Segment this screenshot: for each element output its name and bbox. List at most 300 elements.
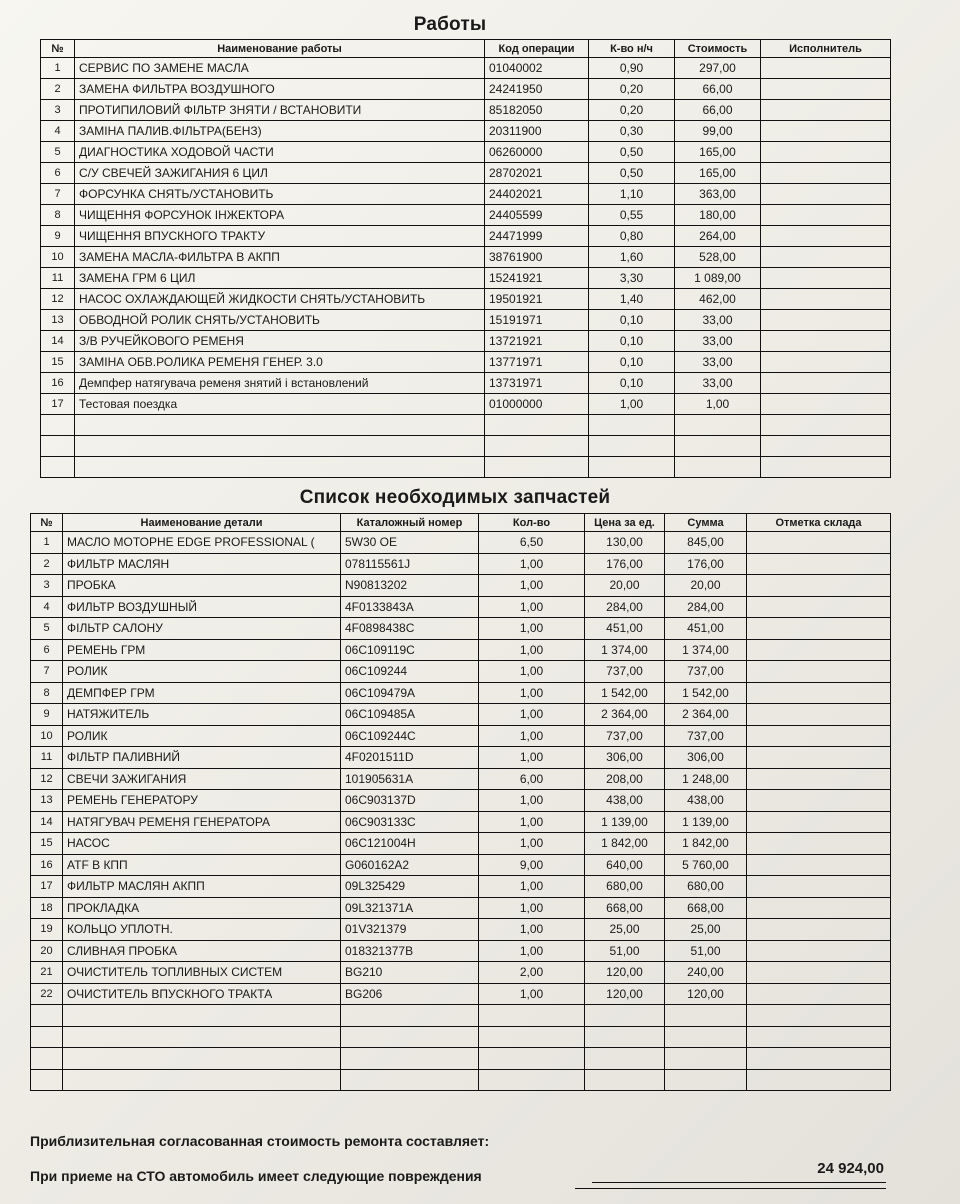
works-cell: [761, 58, 891, 79]
parts-cell: ПРОБКА: [63, 575, 341, 597]
works-row: [41, 310, 891, 331]
parts-row: [31, 962, 891, 984]
parts-cell: РЕМЕНЬ ГЕНЕРАТОРУ: [63, 790, 341, 812]
parts-cell: 1,00: [479, 639, 585, 661]
parts-row: [31, 618, 891, 640]
parts-cell: [585, 1048, 665, 1070]
works-cell: 01040002: [485, 58, 589, 79]
parts-cell: 4: [31, 596, 63, 618]
works-cell: 1,10: [589, 184, 675, 205]
works-cell: [761, 289, 891, 310]
parts-cell: 1,00: [479, 897, 585, 919]
parts-cell: [747, 940, 891, 962]
parts-cell: ОЧИСТИТЕЛЬ ТОПЛИВНЫХ СИСТЕМ: [63, 962, 341, 984]
works-cell: 16: [41, 373, 75, 394]
parts-header-row: [31, 514, 891, 532]
works-cell: 528,00: [675, 247, 761, 268]
parts-cell: 8: [31, 682, 63, 704]
works-row: [41, 457, 891, 478]
parts-cell: 1 542,00: [585, 682, 665, 704]
works-cell: [761, 79, 891, 100]
parts-cell: РОЛИК: [63, 725, 341, 747]
works-cell: 66,00: [675, 100, 761, 121]
works-cell: 10: [41, 247, 75, 268]
works-cell: 1: [41, 58, 75, 79]
parts-cell: 51,00: [665, 940, 747, 962]
works-cell: 0,10: [589, 331, 675, 352]
parts-cell: 176,00: [665, 553, 747, 575]
works-row: [41, 247, 891, 268]
works-cell: 0,20: [589, 79, 675, 100]
parts-cell: 10: [31, 725, 63, 747]
parts-cell: СЛИВНАЯ ПРОБКА: [63, 940, 341, 962]
works-cell: 8: [41, 205, 75, 226]
parts-cell: [63, 1048, 341, 1070]
parts-cell: [479, 1048, 585, 1070]
parts-cell: [31, 1048, 63, 1070]
parts-cell: G060162A2: [341, 854, 479, 876]
works-col-name: Наименование работы: [75, 40, 485, 58]
damage-label: При приеме на СТО автомобиль имеет следующие повреждения: [30, 1168, 482, 1184]
works-cell: 1,00: [675, 394, 761, 415]
works-cell: [589, 415, 675, 436]
works-cell: [761, 163, 891, 184]
parts-cell: 7: [31, 661, 63, 683]
parts-cell: 1,00: [479, 596, 585, 618]
parts-cell: 16: [31, 854, 63, 876]
parts-cell: BG206: [341, 983, 479, 1005]
parts-cell: [747, 682, 891, 704]
works-cell: [761, 226, 891, 247]
parts-cell: [63, 1026, 341, 1048]
parts-cell: [479, 1026, 585, 1048]
parts-cell: 13: [31, 790, 63, 812]
works-cell: 13771971: [485, 352, 589, 373]
parts-cell: 680,00: [585, 876, 665, 898]
works-cell: 9: [41, 226, 75, 247]
parts-cell: 1,00: [479, 725, 585, 747]
works-cell: 33,00: [675, 331, 761, 352]
works-cell: 3: [41, 100, 75, 121]
parts-cell: 06C903133C: [341, 811, 479, 833]
parts-cell: 2: [31, 553, 63, 575]
parts-cell: [341, 1069, 479, 1091]
works-cell: [761, 268, 891, 289]
works-cell: 38761900: [485, 247, 589, 268]
works-cell: [761, 394, 891, 415]
works-cell: 6: [41, 163, 75, 184]
works-cell: [675, 415, 761, 436]
parts-cell: 1 374,00: [665, 639, 747, 661]
works-cell: [761, 100, 891, 121]
works-cell: ДИАГНОСТИКА ХОДОВОЙ ЧАСТИ: [75, 142, 485, 163]
parts-cell: 737,00: [665, 661, 747, 683]
parts-cell: 1,00: [479, 833, 585, 855]
parts-cell: [341, 1005, 479, 1027]
works-cell: ЗАМІНА ПАЛИВ.ФІЛЬТРА(БЕНЗ): [75, 121, 485, 142]
works-cell: 3,30: [589, 268, 675, 289]
parts-col-catalog: Каталожный номер: [341, 514, 479, 532]
parts-cell: [747, 983, 891, 1005]
parts-row: [31, 553, 891, 575]
works-row: [41, 142, 891, 163]
parts-cell: 6,00: [479, 768, 585, 790]
parts-cell: [585, 1005, 665, 1027]
parts-cell: [341, 1026, 479, 1048]
damage-rule: [575, 1188, 886, 1189]
works-cell: 20311900: [485, 121, 589, 142]
parts-cell: 09L321371A: [341, 897, 479, 919]
works-cell: [485, 457, 589, 478]
parts-row: [31, 532, 891, 554]
parts-row: [31, 983, 891, 1005]
parts-row: [31, 940, 891, 962]
works-cell: [761, 457, 891, 478]
parts-cell: 5: [31, 618, 63, 640]
works-cell: 0,30: [589, 121, 675, 142]
parts-cell: 1,00: [479, 983, 585, 1005]
parts-col-qty: Кол-во: [479, 514, 585, 532]
works-cell: 0,80: [589, 226, 675, 247]
works-cell: 19501921: [485, 289, 589, 310]
parts-cell: [747, 532, 891, 554]
parts-cell: 06C109119C: [341, 639, 479, 661]
parts-cell: 06C109244C: [341, 725, 479, 747]
parts-table-body: [31, 532, 891, 1091]
works-row: [41, 121, 891, 142]
works-cell: 33,00: [675, 373, 761, 394]
parts-cell: 668,00: [665, 897, 747, 919]
parts-cell: 1 139,00: [585, 811, 665, 833]
parts-cell: 4F0133843A: [341, 596, 479, 618]
parts-cell: [31, 1069, 63, 1091]
works-cell: 12: [41, 289, 75, 310]
parts-row: [31, 811, 891, 833]
parts-section-title: Список необходимых запчастей: [299, 487, 611, 508]
parts-row: [31, 919, 891, 941]
parts-cell: 680,00: [665, 876, 747, 898]
parts-cell: [747, 1005, 891, 1027]
works-cell: ЧИЩЕННЯ ВПУСКНОГО ТРАКТУ: [75, 226, 485, 247]
parts-row: [31, 575, 891, 597]
parts-cell: 2 364,00: [665, 704, 747, 726]
works-cell: [761, 184, 891, 205]
parts-cell: 4F0201511D: [341, 747, 479, 769]
works-section-title: Работы: [413, 14, 487, 35]
parts-cell: 640,00: [585, 854, 665, 876]
parts-cell: [747, 833, 891, 855]
parts-cell: 4F0898438C: [341, 618, 479, 640]
parts-cell: 25,00: [585, 919, 665, 941]
works-cell: ОБВОДНОЙ РОЛИК СНЯТЬ/УСТАНОВИТЬ: [75, 310, 485, 331]
parts-cell: 2 364,00: [585, 704, 665, 726]
estimated-cost-rule: [592, 1182, 886, 1183]
parts-cell: 451,00: [665, 618, 747, 640]
parts-cell: 1,00: [479, 919, 585, 941]
parts-cell: 2,00: [479, 962, 585, 984]
parts-cell: 306,00: [665, 747, 747, 769]
works-row: [41, 79, 891, 100]
parts-cell: 018321377B: [341, 940, 479, 962]
works-cell: 0,10: [589, 352, 675, 373]
parts-cell: [747, 962, 891, 984]
works-row: [41, 289, 891, 310]
parts-cell: 1 842,00: [665, 833, 747, 855]
works-row: [41, 436, 891, 457]
parts-cell: 20,00: [585, 575, 665, 597]
works-cell: [41, 436, 75, 457]
works-cell: [761, 247, 891, 268]
parts-cell: 1,00: [479, 940, 585, 962]
parts-cell: ATF В КПП: [63, 854, 341, 876]
works-cell: [761, 415, 891, 436]
works-row: [41, 331, 891, 352]
works-cell: 5: [41, 142, 75, 163]
works-cell: 2: [41, 79, 75, 100]
parts-cell: 1 139,00: [665, 811, 747, 833]
estimated-cost-value: 24 924,00: [817, 1160, 884, 1177]
works-col-cost: Стоимость: [675, 40, 761, 58]
parts-cell: 1,00: [479, 811, 585, 833]
works-cell: ЗАМЕНА ГРМ 6 ЦИЛ: [75, 268, 485, 289]
parts-cell: [747, 854, 891, 876]
works-cell: 165,00: [675, 142, 761, 163]
parts-cell: 737,00: [665, 725, 747, 747]
works-cell: 15: [41, 352, 75, 373]
parts-cell: 668,00: [585, 897, 665, 919]
parts-cell: [665, 1048, 747, 1070]
works-cell: 15241921: [485, 268, 589, 289]
parts-cell: 284,00: [585, 596, 665, 618]
parts-row: [31, 854, 891, 876]
works-col-number: №: [41, 40, 75, 58]
estimated-cost-label: Приблизительная согласованная стоимость ремонта составляет:: [30, 1133, 490, 1149]
works-cell: [675, 436, 761, 457]
parts-cell: КОЛЬЦО УПЛОТН.: [63, 919, 341, 941]
parts-cell: 1,00: [479, 876, 585, 898]
parts-row: [31, 596, 891, 618]
parts-cell: 17: [31, 876, 63, 898]
parts-cell: ФИЛЬТР МАСЛЯН: [63, 553, 341, 575]
parts-cell: [585, 1026, 665, 1048]
works-cell: [761, 142, 891, 163]
works-cell: ЗАМЕНА МАСЛА-ФИЛЬТРА В АКПП: [75, 247, 485, 268]
works-table: [40, 39, 891, 478]
works-cell: 17: [41, 394, 75, 415]
works-cell: [41, 457, 75, 478]
parts-cell: 451,00: [585, 618, 665, 640]
works-cell: 06260000: [485, 142, 589, 163]
works-cell: [589, 457, 675, 478]
works-cell: [761, 205, 891, 226]
works-cell: 13: [41, 310, 75, 331]
parts-cell: 1 374,00: [585, 639, 665, 661]
works-cell: 462,00: [675, 289, 761, 310]
parts-cell: ФИЛЬТР ВОЗДУШНЫЙ: [63, 596, 341, 618]
works-cell: 24402021: [485, 184, 589, 205]
parts-table: [30, 513, 891, 1091]
parts-row: [31, 790, 891, 812]
parts-cell: [665, 1026, 747, 1048]
parts-cell: [747, 639, 891, 661]
parts-cell: 078115561J: [341, 553, 479, 575]
works-cell: 24241950: [485, 79, 589, 100]
works-cell: 0,10: [589, 310, 675, 331]
works-cell: [75, 436, 485, 457]
works-cell: 1 089,00: [675, 268, 761, 289]
parts-cell: 1,00: [479, 553, 585, 575]
parts-cell: [747, 596, 891, 618]
parts-cell: [63, 1005, 341, 1027]
parts-cell: 306,00: [585, 747, 665, 769]
works-cell: 180,00: [675, 205, 761, 226]
parts-cell: 01V321379: [341, 919, 479, 941]
parts-cell: [747, 876, 891, 898]
parts-cell: [31, 1005, 63, 1027]
parts-cell: ФІЛЬТР ПАЛИВНИЙ: [63, 747, 341, 769]
parts-cell: 737,00: [585, 661, 665, 683]
parts-cell: 845,00: [665, 532, 747, 554]
works-cell: 0,90: [589, 58, 675, 79]
works-cell: [485, 436, 589, 457]
parts-cell: 06C109244: [341, 661, 479, 683]
works-cell: [761, 310, 891, 331]
parts-cell: 5 760,00: [665, 854, 747, 876]
parts-cell: 284,00: [665, 596, 747, 618]
parts-row: [31, 1048, 891, 1070]
parts-cell: 15: [31, 833, 63, 855]
parts-cell: [585, 1069, 665, 1091]
parts-cell: ДЕМПФЕР ГРМ: [63, 682, 341, 704]
parts-cell: СВЕЧИ ЗАЖИГАНИЯ: [63, 768, 341, 790]
parts-cell: 06C109485A: [341, 704, 479, 726]
works-row: [41, 415, 891, 436]
works-cell: [589, 436, 675, 457]
works-row: [41, 268, 891, 289]
works-cell: 7: [41, 184, 75, 205]
works-cell: 297,00: [675, 58, 761, 79]
parts-cell: ПРОКЛАДКА: [63, 897, 341, 919]
works-row: [41, 58, 891, 79]
works-cell: [75, 415, 485, 436]
parts-cell: 1 248,00: [665, 768, 747, 790]
works-cell: 28702021: [485, 163, 589, 184]
works-cell: ПРОТИПИЛОВИЙ ФІЛЬТР ЗНЯТИ / ВСТАНОВИТИ: [75, 100, 485, 121]
works-cell: 15191971: [485, 310, 589, 331]
parts-cell: 25,00: [665, 919, 747, 941]
parts-row: [31, 833, 891, 855]
parts-cell: МАСЛО МОТОРНЕ EDGE PROFESSIONAL (: [63, 532, 341, 554]
works-col-hours: К-во н/ч: [589, 40, 675, 58]
works-cell: СЕРВИС ПО ЗАМЕНЕ МАСЛА: [75, 58, 485, 79]
parts-cell: 438,00: [665, 790, 747, 812]
works-cell: 01000000: [485, 394, 589, 415]
works-cell: 1,40: [589, 289, 675, 310]
works-row: [41, 100, 891, 121]
parts-row: [31, 876, 891, 898]
works-row: [41, 205, 891, 226]
works-cell: 0,55: [589, 205, 675, 226]
parts-cell: 1,00: [479, 790, 585, 812]
works-cell: 0,10: [589, 373, 675, 394]
parts-col-number: №: [31, 514, 63, 532]
works-cell: ЗАМІНА ОБВ.РОЛИКА РЕМЕНЯ ГЕНЕР. 3.0: [75, 352, 485, 373]
parts-cell: [747, 704, 891, 726]
works-row: [41, 394, 891, 415]
parts-cell: ФІЛЬТР САЛОНУ: [63, 618, 341, 640]
works-cell: [75, 457, 485, 478]
works-cell: [675, 457, 761, 478]
parts-cell: [747, 575, 891, 597]
parts-row: [31, 1005, 891, 1027]
works-cell: 264,00: [675, 226, 761, 247]
works-header-row: [41, 40, 891, 58]
works-row: [41, 163, 891, 184]
parts-cell: 22: [31, 983, 63, 1005]
parts-col-sum: Сумма: [665, 514, 747, 532]
works-cell: ЗАМЕНА ФИЛЬТРА ВОЗДУШНОГО: [75, 79, 485, 100]
parts-cell: 06C109479A: [341, 682, 479, 704]
parts-cell: 130,00: [585, 532, 665, 554]
works-cell: 24471999: [485, 226, 589, 247]
works-cell: 13731971: [485, 373, 589, 394]
parts-cell: ФИЛЬТР МАСЛЯН АКПП: [63, 876, 341, 898]
parts-cell: 1 542,00: [665, 682, 747, 704]
parts-cell: НАТЯЖИТЕЛЬ: [63, 704, 341, 726]
parts-cell: 1: [31, 532, 63, 554]
parts-cell: [747, 811, 891, 833]
works-cell: Демпфер натягувача ременя знятий і встановлений: [75, 373, 485, 394]
works-cell: 85182050: [485, 100, 589, 121]
parts-cell: [747, 618, 891, 640]
parts-cell: [665, 1005, 747, 1027]
works-cell: Тестовая поездка: [75, 394, 485, 415]
works-cell: 363,00: [675, 184, 761, 205]
works-cell: З/В РУЧЕЙКОВОГО РЕМЕНЯ: [75, 331, 485, 352]
parts-cell: 6,50: [479, 532, 585, 554]
parts-row: [31, 682, 891, 704]
parts-cell: 1,00: [479, 682, 585, 704]
parts-cell: 9,00: [479, 854, 585, 876]
parts-cell: НАСОС: [63, 833, 341, 855]
parts-cell: 208,00: [585, 768, 665, 790]
parts-cell: [747, 1069, 891, 1091]
parts-cell: [747, 747, 891, 769]
parts-cell: [747, 661, 891, 683]
parts-cell: [747, 553, 891, 575]
works-cell: [761, 436, 891, 457]
parts-cell: 21: [31, 962, 63, 984]
parts-cell: [341, 1048, 479, 1070]
parts-cell: 1,00: [479, 618, 585, 640]
parts-cell: РОЛИК: [63, 661, 341, 683]
works-cell: НАСОС ОХЛАЖДАЮЩЕЙ ЖИДКОСТИ СНЯТЬ/УСТАНОВИТЬ: [75, 289, 485, 310]
parts-cell: [747, 725, 891, 747]
parts-row: [31, 897, 891, 919]
works-cell: 33,00: [675, 310, 761, 331]
parts-cell: РЕМЕНЬ ГРМ: [63, 639, 341, 661]
parts-cell: 101905631A: [341, 768, 479, 790]
works-col-code: Код операции: [485, 40, 589, 58]
parts-cell: [747, 897, 891, 919]
parts-cell: 11: [31, 747, 63, 769]
works-cell: 33,00: [675, 352, 761, 373]
works-cell: 14: [41, 331, 75, 352]
parts-cell: 120,00: [585, 983, 665, 1005]
works-cell: 0,50: [589, 142, 675, 163]
parts-cell: [747, 919, 891, 941]
works-cell: ФОРСУНКА СНЯТЬ/УСТАНОВИТЬ: [75, 184, 485, 205]
